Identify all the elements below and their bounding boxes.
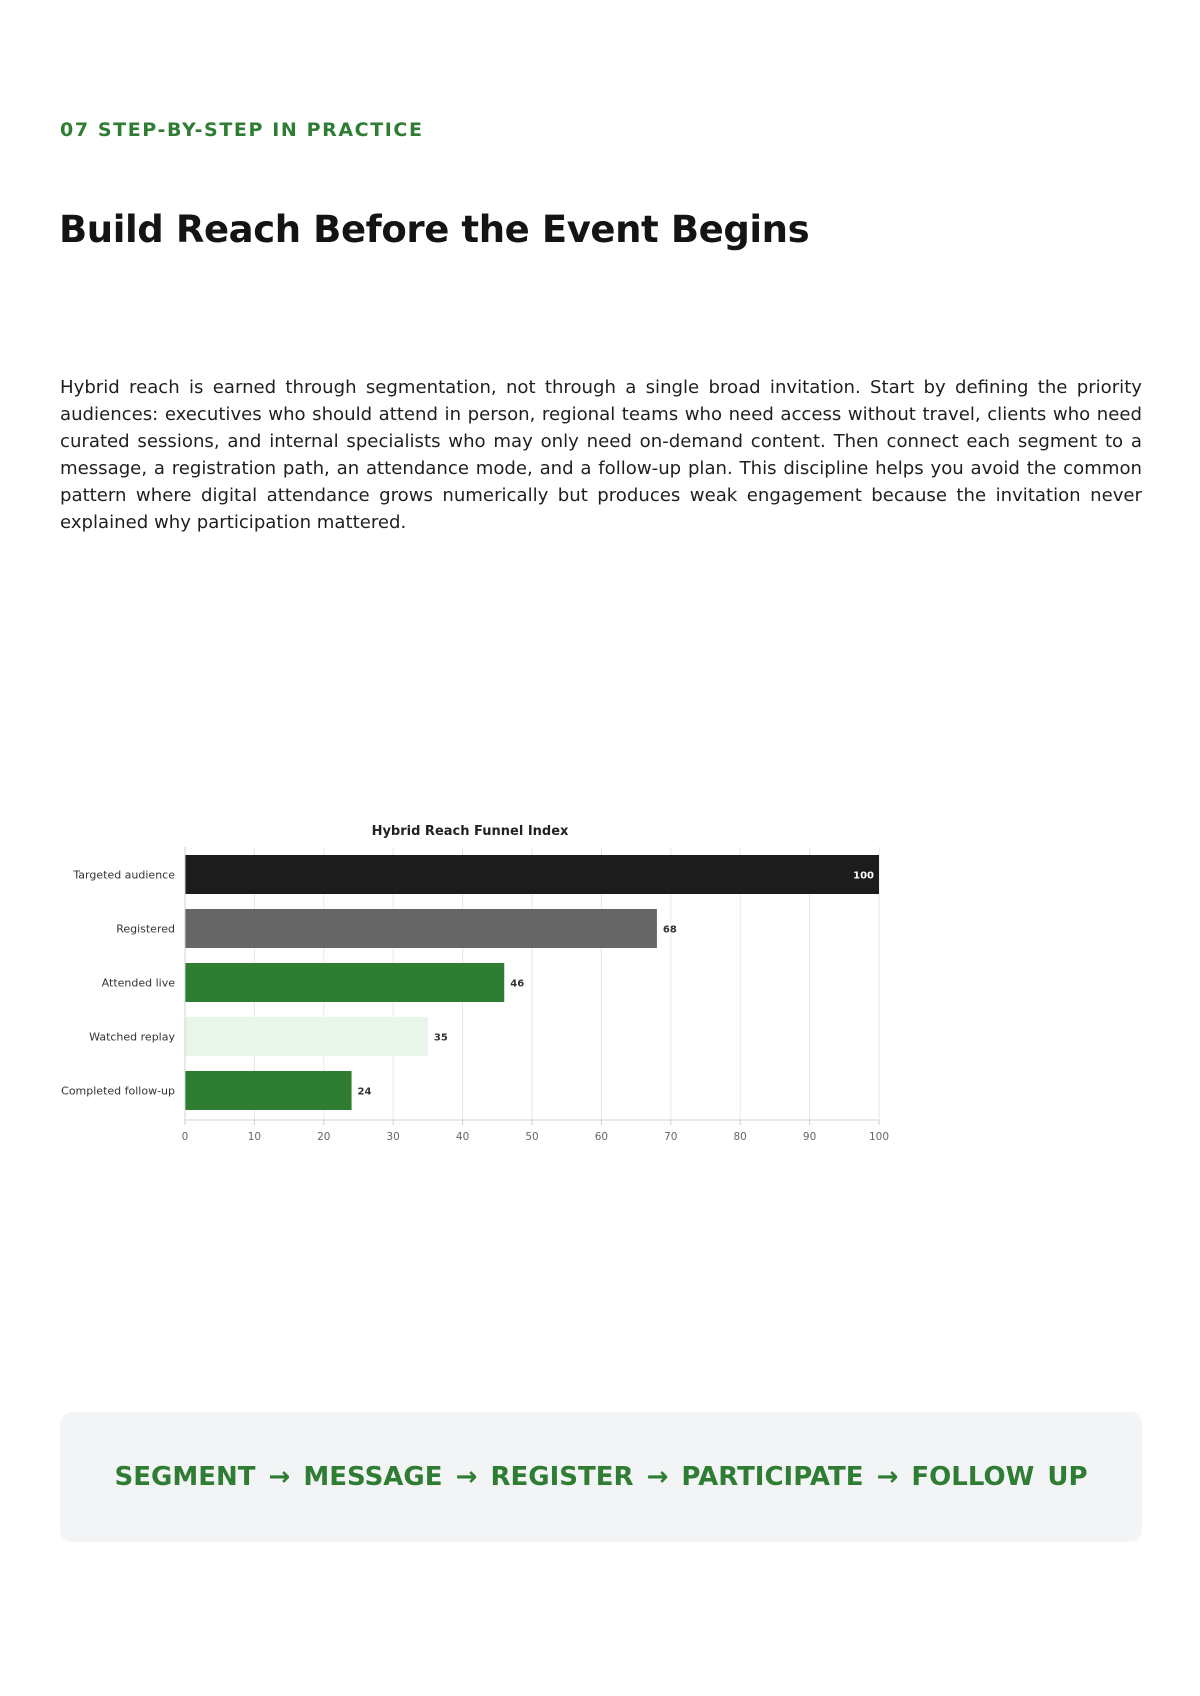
flow-step: SEGMENT bbox=[114, 1462, 256, 1492]
arrow-right-icon: → bbox=[268, 1462, 291, 1492]
arrow-right-icon: → bbox=[455, 1462, 478, 1492]
x-tick-label: 30 bbox=[386, 1131, 400, 1143]
bar-attended-live bbox=[185, 963, 504, 1002]
category-label: Targeted audience bbox=[73, 868, 175, 882]
data-label: 46 bbox=[510, 978, 525, 990]
data-label: 68 bbox=[662, 924, 677, 936]
funnel-bar-chart bbox=[55, 815, 905, 1155]
body-paragraph: Hybrid reach is earned through segmentation, not through a single broad invitation. Start by defining the priority audiences: executives who should attend in person, regional teams who need access without travel, clients who need curated sessions, and internal specialists who may only need on-demand content. Then connect each segment to a message, a registration path, an attendance mode, and a follow-up plan. This discipline helps you avoid the common pattern where digital attendance grows numerically but produces weak engagement because the invitation never explained why participation mattered. bbox=[60, 377, 1142, 533]
x-tick-label: 10 bbox=[247, 1131, 262, 1143]
x-tick-label: 50 bbox=[525, 1131, 539, 1143]
category-label: Attended live bbox=[101, 976, 175, 990]
x-tick-label: 70 bbox=[664, 1131, 678, 1143]
x-tick-label: 100 bbox=[868, 1131, 890, 1143]
chart-title: Hybrid Reach Funnel Index bbox=[371, 824, 569, 839]
category-label: Completed follow-up bbox=[61, 1084, 175, 1098]
section-eyebrow: 07 STEP-BY-STEP IN PRACTICE bbox=[60, 119, 424, 141]
process-flow-panel bbox=[60, 1412, 1142, 1542]
category-label: Watched replay bbox=[89, 1030, 175, 1044]
bar-completed-follow-up bbox=[185, 1071, 352, 1110]
x-tick-label: 40 bbox=[455, 1131, 470, 1143]
process-flow-text bbox=[101, 1461, 1101, 1493]
flow-step: REGISTER bbox=[490, 1462, 634, 1492]
x-tick-label: 80 bbox=[733, 1131, 747, 1143]
x-tick-label: 20 bbox=[317, 1131, 331, 1143]
arrow-right-icon: → bbox=[876, 1462, 899, 1492]
data-label: 24 bbox=[357, 1086, 372, 1098]
arrow-right-icon: → bbox=[646, 1462, 669, 1492]
data-label: 35 bbox=[433, 1032, 448, 1044]
bar-targeted-audience bbox=[185, 855, 879, 894]
page-title: Build Reach Before the Event Begins bbox=[59, 208, 810, 251]
bar-registered bbox=[185, 909, 657, 948]
chart-bars bbox=[61, 855, 879, 1110]
x-tick-label: 0 bbox=[181, 1131, 189, 1143]
x-tick-label: 90 bbox=[802, 1131, 817, 1143]
flow-step: PARTICIPATE bbox=[681, 1462, 864, 1492]
flow-step: FOLLOW UP bbox=[911, 1462, 1088, 1492]
x-tick-label: 60 bbox=[594, 1131, 609, 1143]
category-label: Registered bbox=[116, 922, 175, 936]
flow-step: MESSAGE bbox=[303, 1462, 443, 1492]
data-label: 100 bbox=[853, 870, 874, 882]
bar-watched-replay bbox=[185, 1017, 428, 1056]
